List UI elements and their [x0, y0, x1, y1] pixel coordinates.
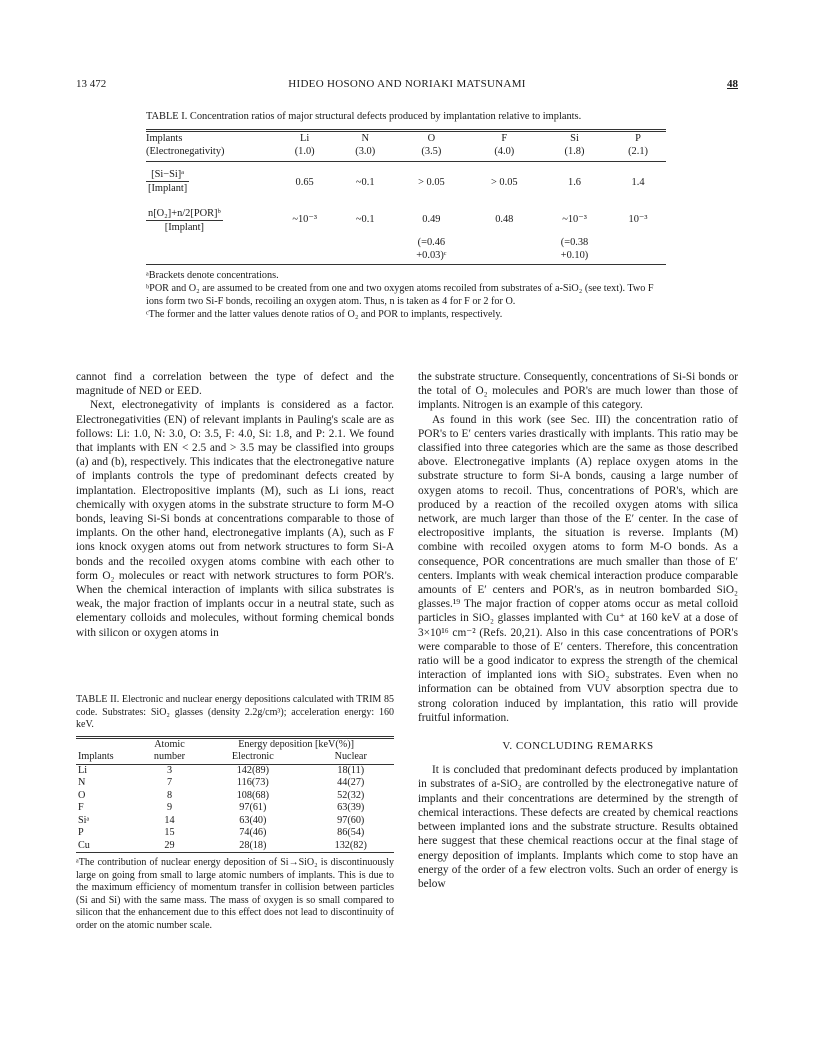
table-row: [76, 790, 394, 803]
table-cell: 74(46): [239, 827, 267, 838]
table-cell: (=0.46: [417, 237, 446, 248]
table-row: [146, 162, 666, 204]
table-cell: 63(39): [337, 802, 365, 813]
table-cell: ~10⁻³: [292, 214, 317, 225]
table-cell: 9: [166, 802, 173, 813]
table-head-cell: Si: [539, 131, 610, 146]
table-row: [146, 234, 666, 249]
table-cell: F: [78, 802, 84, 813]
table-head-cell: (4.0): [470, 145, 539, 162]
table-head-cell: O: [393, 131, 469, 146]
table-cell: 10⁻³: [628, 214, 648, 225]
table-head-cell: Li: [272, 131, 337, 146]
table-cell: 97(60): [337, 814, 365, 826]
table-row: [146, 131, 666, 146]
table-cell: 29: [141, 840, 198, 853]
table-row: [76, 827, 394, 840]
table-head-cell: Energy deposition [keV(%)]: [198, 737, 394, 751]
volume-number: 48: [727, 78, 738, 90]
paragraph: It is concluded that predominant defects produced by implantation in substrates of a-SiO₂ are controlled by the electronegative nature of implants and their concentrations are determined by the strength of chemical interactions. These defects are created by chemical reactions between implanted ions and the substrate structure. Results obtained here suggest that these chemical reactions occur at the final stage of energy deposition of implants. Implants which come to stop have an energy of the order of a few electron volts. Such an order of energy is below: [418, 764, 738, 890]
table-cell: 0.48: [495, 214, 514, 225]
table-2-footnote: ᵃThe contribution of nuclear energy deposition of Si→SiO₂ is discontinuously large on going from small to large atomic numbers of implants. This is due to the maximum efficiency of momentum transfer in collision between particles (Si and Si) with the same mass. The mass of oxygen is so small compared to silicon that the enhancement due to this effect does not lead to discontinuity of order on the atomic number scale.: [76, 857, 394, 931]
right-column: [418, 370, 738, 891]
table-1-footnotes: [146, 269, 666, 321]
table-head-cell: (3.0): [337, 145, 393, 162]
table-cell: 7: [166, 777, 173, 788]
table-head-cell: F: [470, 131, 539, 146]
table-head-cell: (1.8): [539, 145, 610, 162]
table-row: [76, 802, 394, 815]
table-row: [76, 751, 394, 764]
table-cell: 15: [164, 827, 175, 838]
table-cell: 1.6: [568, 177, 582, 188]
table-row: [76, 764, 394, 777]
table-cell: 3: [166, 764, 173, 776]
table-1-caption: TABLE I. Concentration ratios of major structural defects produced by implantation relative to implants.: [146, 111, 582, 122]
table-cell: 0.65: [295, 177, 314, 188]
table-cell: 18(11): [337, 764, 365, 776]
table-cell: 28(18): [198, 840, 307, 853]
table-cell: 108(68): [236, 789, 269, 801]
table-head-cell: Atomic: [141, 737, 198, 751]
table-row: [76, 840, 394, 853]
table-row: [146, 203, 666, 234]
table-row: [146, 145, 666, 162]
table-cell: 142(89): [236, 764, 269, 776]
table-row: [76, 777, 394, 790]
section-heading: V. CONCLUDING REMARKS: [502, 740, 654, 753]
table-row: [146, 249, 666, 265]
table-cell: 0.49: [422, 214, 441, 225]
running-header: [76, 78, 738, 94]
table-head-cell: Nuclear: [307, 751, 394, 764]
table-cell: ~10⁻³: [562, 214, 587, 225]
table-2-grid: [76, 736, 394, 854]
table-cell: +0.03)ᶜ: [393, 249, 469, 265]
table-head-cell: (1.0): [272, 145, 337, 162]
table-cell: 1.4: [631, 177, 645, 188]
table-cell: +0.10): [539, 249, 610, 265]
table-cell: O: [78, 789, 86, 801]
table-head-cell: Implants: [76, 751, 141, 764]
table-cell: P: [78, 827, 84, 838]
left-column: [76, 370, 394, 640]
table-head-label: (Electronegativity): [146, 145, 272, 162]
table-cell: > 0.05: [418, 177, 445, 188]
table-cell: 8: [166, 789, 173, 801]
table-cell: ~0.1: [355, 177, 375, 188]
footnote: ᵇPOR and O₂ are assumed to be created from one and two oxygen atoms recoiled from substrates of a-SiO₂ (see text). Two F ions form two Si-F bonds, recoiling an oxygen atom. Thus, n is taken as 4 for F or 2 for O.: [146, 283, 654, 307]
table-cell: (=0.38: [560, 237, 589, 248]
paragraph: the substrate structure. Consequently, concentrations of Si-Si bonds or the total of O₂ molecules and POR's are much lower than those of implants. Nitrogen is an example of this category.: [418, 371, 738, 412]
table-cell: 132(82): [307, 840, 394, 853]
table-cell: 44(27): [337, 777, 365, 788]
table-cell: [76, 737, 141, 751]
page-number: 13 472: [76, 78, 107, 90]
table-head-cell: number: [141, 751, 198, 764]
table-cell: > 0.05: [490, 177, 518, 188]
table-cell: 14: [164, 814, 175, 826]
table-cell: 63(40): [239, 814, 267, 826]
table-head-cell: Electronic: [198, 751, 307, 764]
table-cell: 116(73): [236, 777, 269, 788]
table-1: [146, 110, 666, 321]
table-row: [76, 737, 394, 751]
table-cell: ~0.1: [355, 214, 375, 225]
paragraph: cannot find a correlation between the type of defect and the magnitude of NED or EED.: [76, 371, 394, 398]
table-head-cell: N: [337, 131, 393, 146]
table-cell: Cu: [76, 840, 141, 853]
paragraph: As found in this work (see Sec. III) the concentration ratio of POR's to E′ centers varies drastically with implants. This ratio may be classified into three categories which are the same as those described above. Electronegative implants (A) replace oxygen atoms in the substrate structure to form Si-A bonds, causing a large number of oxygen atoms to recoil. Thus, concentrations of POR's, which are produced by a reaction of the recoiled oxygen atoms with silica network, are much larger than those of the E′ center. In the case of electropositive implants, the situation is reverse. Implants (M) combine with recoiled oxygen atoms to form M-O bonds. As a consequence, POR concentrations are much smaller than those of E′ centers. Implants with weak chemical interaction produce comparable amounts of E′ centers and POR's, as in neutron bombarded SiO₂ glasses.¹⁹ The major fraction of copper atoms occur as metal colloid particles in SiO₂ glasses implanted with Cu⁺ at 160 keV at a dose of 3×10¹⁶ cm⁻² (Refs. 20,21). Also in this case concentrations of POR's were comparable to those of E′ centers. Therefore, this concentration ratio will be a good indicator to express the strength of the chemical interaction of implanted ions with SiO₂ substrates. Even when no information can be obtained from VUV absorption spectra due to strong coloration induced by implantation, this ratio will provide fruitful information.: [418, 413, 738, 724]
table-cell: N: [78, 777, 86, 788]
row-label-o2-por: $\frac{\text{n[O₂]+n/2[POR]ᵇ}}{\text{[Implant]}}$: [148, 208, 221, 233]
table-1-grid: [146, 129, 666, 265]
table-cell: Siᵃ: [78, 814, 90, 826]
running-authors: HIDEO HOSONO AND NORIAKI MATSUNAMI: [288, 78, 526, 90]
table-cell: 97(61): [239, 802, 267, 813]
table-2-caption: TABLE II. Electronic and nuclear energy depositions calculated with TRIM 85 code. Substrates: SiO₂ glasses (density 2.2g/cm³); acceleration energy: 160 keV.: [76, 694, 394, 730]
paragraph: Next, electronegativity of implants is considered as a factor. Electronegativities (EN) of relevant implants in Pauling's scale are as follows: Li: 1.0, N: 3.0, O: 3.5, F: 4.0, Si: 1.8, and P: 2.1. We found that implants with EN < 2.5 and > 3.5 may be classified into groups (a) and (b), respectively. This indicates that the electronegative nature of implants controls the type of predominant defects created by implantation. Electropositive implants (M), such as Li ions, react chemically with oxygen atoms in the substrate structure to form M-O bonds, leaving Si-Si bonds at concentrations comparable to those of implants. On the other hand, electronegative implants (A), such as F ions knock oxygen atoms out from network structures to form Si-A bonds and the recoiled oxygen atoms combine with each other to form O₂ molecules or react with network structures to form POR's. When the chemical interaction of implants with silica substrates is weak, the major fraction of implants occur in a neutral state, such as elementary colloids and molecules, without forming chemical bonds with silicon or oxygen atoms in: [76, 399, 394, 639]
footnote: ᵃBrackets denote concentrations.: [146, 270, 279, 281]
table-cell: 52(32): [337, 789, 365, 801]
table-head-cell: P: [610, 131, 666, 146]
footnote: ᶜThe former and the latter values denote ratios of O₂ and POR to implants, respectively.: [146, 309, 503, 320]
row-label-si-si: $\frac{\text{[Si−Si]ᵃ}}{\text{[Implant]}}$: [148, 169, 188, 194]
table-head-label: Implants: [146, 131, 272, 146]
table-head-cell: (2.1): [610, 145, 666, 162]
table-2: [76, 694, 394, 933]
table-row: [76, 815, 394, 828]
table-head-cell: (3.5): [393, 145, 469, 162]
table-cell: Li: [78, 764, 88, 776]
table-cell: 86(54): [337, 827, 365, 838]
